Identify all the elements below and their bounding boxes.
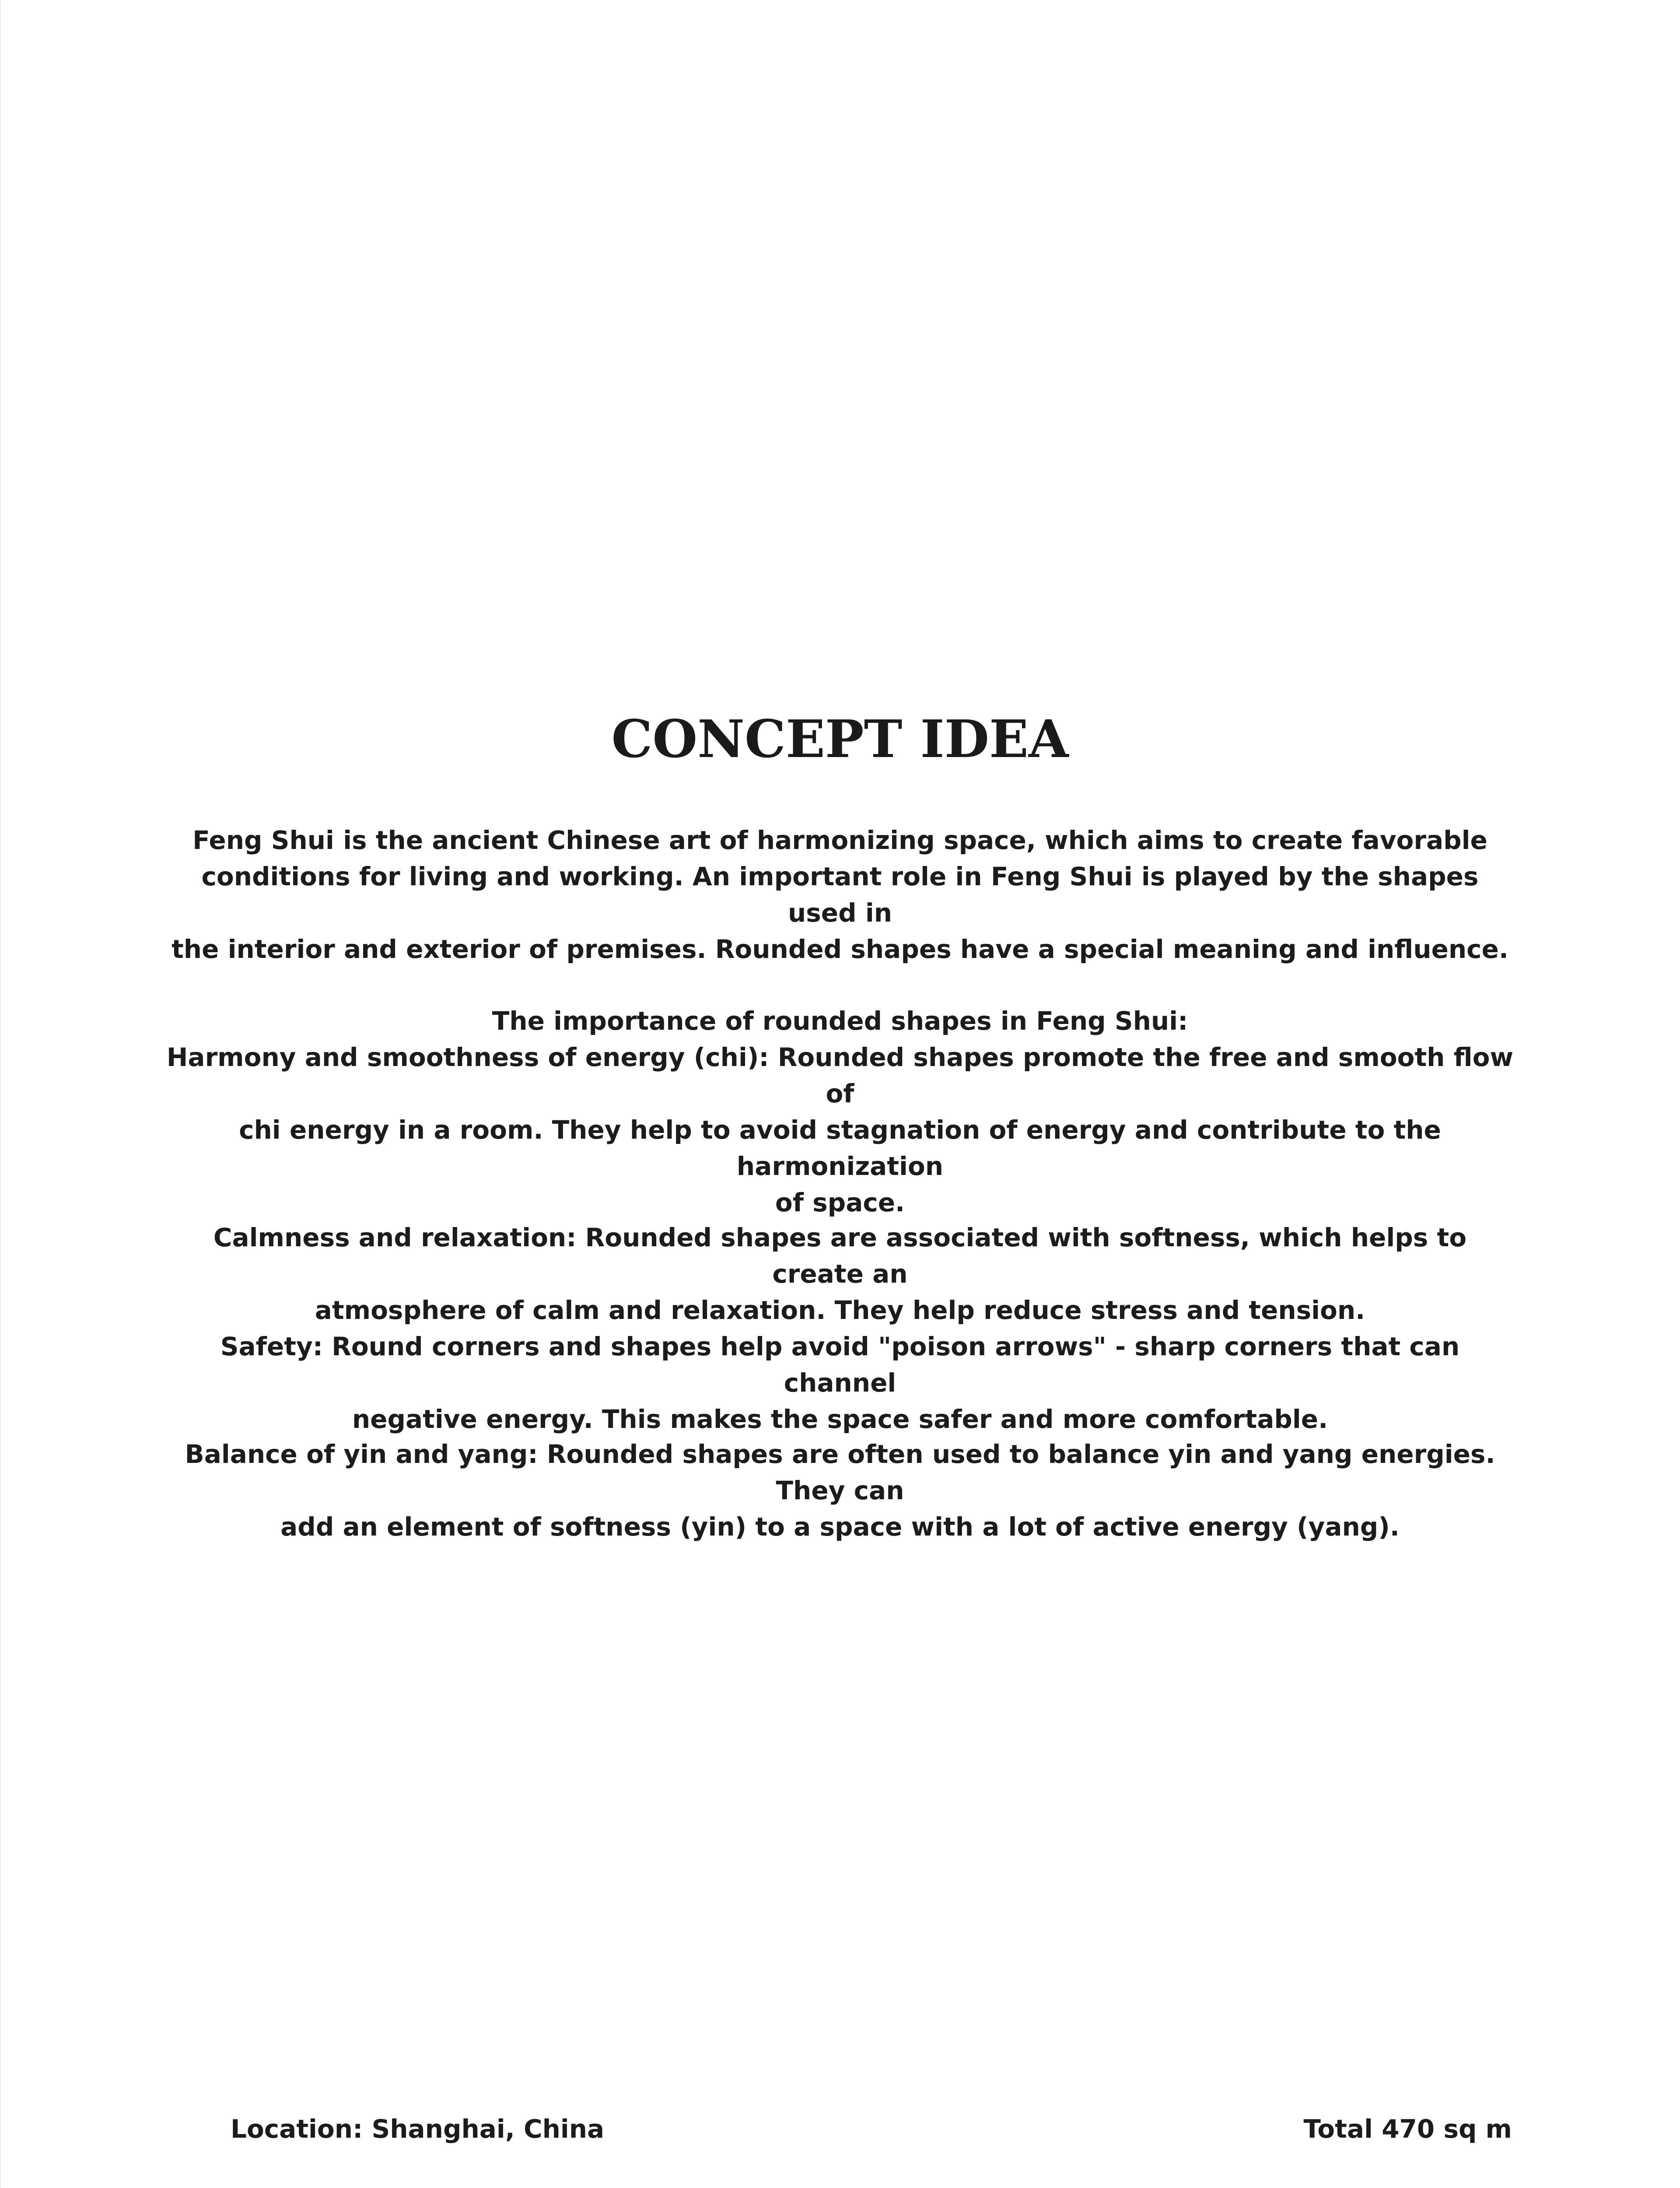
paragraph-line: The importance of rounded shapes in Feng Shui: — [492, 1006, 1188, 1036]
intro-paragraph — [166, 822, 1514, 968]
paragraph-line: Harmony and smoothness of energy (chi): Rounded shapes promote the free and smooth flow of — [166, 1042, 1514, 1108]
total-area-label: Total 470 sq m — [1303, 2114, 1512, 2144]
calmness-safety-paragraph — [166, 1220, 1514, 1438]
paragraph-line: negative energy. This makes the space safer and more comfortable. — [352, 1404, 1328, 1434]
paragraph-line: Calmness and relaxation: Rounded shapes are associated with softness, which helps to create an — [213, 1223, 1467, 1289]
location-label: Location: Shanghai, China — [231, 2114, 605, 2144]
paragraph-line: atmosphere of calm and relaxation. They help reduce stress and tension. — [315, 1295, 1365, 1325]
paragraph-line: Feng Shui is the ancient Chinese art of harmonizing space, which aims to create favorable — [192, 825, 1488, 855]
paragraph-line: chi energy in a room. They help to avoid stagnation of energy and contribute to the harmonization — [239, 1115, 1441, 1181]
paragraph-line: Safety: Round corners and shapes help avoid "poison arrows" - sharp corners that can channel — [220, 1332, 1460, 1398]
importance-paragraph — [166, 1003, 1514, 1221]
paragraph-line: the interior and exterior of premises. Rounded shapes have a special meaning and influence. — [172, 934, 1508, 964]
paragraph-line: conditions for living and working. An important role in Feng Shui is played by the shapes used in — [201, 862, 1479, 928]
page-title: CONCEPT IDEA — [611, 708, 1069, 769]
paragraph-line: of space. — [775, 1188, 905, 1217]
paragraph-line: Balance of yin and yang: Rounded shapes are often used to balance yin and yang energies. They can — [185, 1439, 1495, 1505]
yin-yang-paragraph — [166, 1436, 1514, 1545]
paragraph-line: add an element of softness (yin) to a space with a lot of active energy (yang). — [280, 1512, 1400, 1542]
